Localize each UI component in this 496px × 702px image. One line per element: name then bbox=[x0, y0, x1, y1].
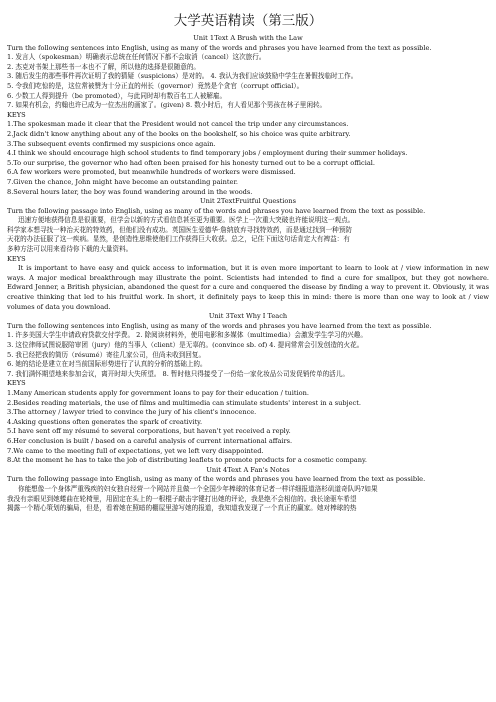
unit3-heading: Unit 3Text Why I Teach bbox=[208, 312, 288, 321]
unit3-key: 1.Many American students apply for government loans to pay for their education / tuition. bbox=[7, 388, 309, 397]
unit1-key: 8.Several hours later, the boy was found wandering around in the woods. bbox=[7, 187, 253, 196]
unit1-item: 1. 发言人（spokesman）明确表示总统在任何情况下都不会取消（cancel）这次旅行。 bbox=[7, 53, 266, 62]
unit1-key: 5.To our surprise, the governor who had often been praised for his honesty turned out to be a corrupt official. bbox=[7, 158, 375, 167]
unit1-key: 1.The spokesman made it clear that the President would not cancel the trip under any circumstances. bbox=[7, 120, 349, 129]
unit4-heading: Unit 4Text A Fan's Notes bbox=[206, 465, 290, 474]
unit1-key: 6.A few workers were promoted, but meanwhile hundreds of workers were dismissed. bbox=[7, 168, 296, 177]
unit3-item: 7. 我们满怀期望地来参加会议，离开时却大失所望。 8. 暂时他只得接受了一份给一家化妆品公司发促销传单的活儿。 bbox=[7, 369, 349, 378]
unit3-key: 8.At the moment he has to take the job of distributing leaflets to promote products for a cosmetic company. bbox=[7, 456, 367, 465]
unit3-key: 2.Besides reading materials, the use of films and multimedia can stimulate students' interest in a subject. bbox=[7, 398, 361, 407]
unit3-key: 5.I have sent off my résumé to several corporations, but haven't yet received a reply. bbox=[7, 427, 291, 436]
unit1-item: 6. 少数工人得到提升（be promoted），与此同时却有数百名工人被解雇。 bbox=[7, 91, 227, 100]
unit2-answer: It is important to have easy and quick access to information, but it is even more important to learn to look at / view information in new ways. A major medical breakthrough may illustrate the point. Scientists had intended to find a cure for smallpox, but they got nowhere. Edward Jenner, a British physician, abandoned the quest for a cure and conquered the disease by finding a way to prevent it. Obviously, it was creative thinking that led to his fruitful work. In short, it definitely pays to keep this in mind: there is more than one way to look at / view volumes of data you download. bbox=[7, 264, 489, 311]
unit1-item: 3. 随后发生的那些事件再次证明了我的猜疑（suspicions）是对的。 4. 我认为我们应该鼓励中学生在暑假找临时工作。 bbox=[7, 72, 358, 81]
unit3-instruction: Turn the following sentences into English, using as many of the words and phrases you have learned from the text as possible. bbox=[7, 321, 432, 330]
unit4-passage-line: 你能想像一个身体严重残疾的妇女独自经营一个网站并且做一个全国少年棒球的体育记者一样详细报道洛杉矶道奇队吗?如果 bbox=[18, 484, 378, 493]
unit3-keys-label: KEYS bbox=[7, 379, 26, 388]
unit3-item: 3. 这位律师试图说服陪审团（jury）他的当事人（client）是无辜的。(convince sb. of) 4. 提问常常会引发创造的火花。 bbox=[7, 341, 364, 349]
unit4-instruction: Turn the following passage into English, using as many of the words and phrases you have learned from the text as possible. bbox=[7, 475, 426, 484]
unit1-item: 5. 令我们吃惊的是，这位常被赞为十分正直的州长（governor）竟然是个贪官（corrupt official）。 bbox=[7, 81, 304, 90]
unit3-key: 3.The attorney / lawyer tried to convince the jury of his client's innocence. bbox=[7, 408, 257, 417]
unit2-keys-label: KEYS bbox=[7, 254, 26, 263]
unit1-item: 2. 杰克对书架上那些书一本也不了解，所以他的选择是很随意的。 bbox=[7, 62, 201, 71]
unit2-heading: Unit 2TextFruitful Questions bbox=[200, 197, 296, 206]
unit1-keys-label: KEYS bbox=[7, 110, 26, 119]
unit1-key: 4.I think we should encourage high school students to find temporary jobs / employment during their summer holidays. bbox=[7, 149, 408, 158]
unit3-item: 1. 许多美国大学生申请政府贷款交付学费。 2. 除阅读材料外，使用电影和多媒体（multimedia）会激发学生学习的兴趣。 bbox=[7, 331, 367, 340]
unit2-passage-line: 多种方法可以用来看待你下载的大量资料。 bbox=[7, 245, 133, 254]
unit4-passage-line: 我没有亲眼见到她蜷曲在轮椅里，用固定在头上的一根棍子敲击字键打出她的评论，我是绝不会相信的。我长途驱车希望 bbox=[7, 494, 357, 503]
unit1-key: 7.Given the chance, John might have become an outstanding painter. bbox=[7, 177, 238, 186]
unit1-instruction: Turn the following sentences into English, using as many of the words and phrases you have learned from the text as possible. bbox=[7, 43, 432, 52]
unit1-key: 2.Jack didn't know anything about any of the books on the bookshelf, so his choice was quite arbitrary. bbox=[7, 129, 351, 138]
unit1-key: 3.The subsequent events confirmed my suspicions once again. bbox=[7, 139, 216, 148]
unit2-passage-line: 天花的办法征服了这一疾病。显然，是创造性思维使他们工作获得巨大收获。总之，记住下面这句话肯定大有裨益：有 bbox=[7, 235, 350, 244]
unit2-instruction: Turn the following passage into English, using as many of the words and phrases you have learned from the text as possible. bbox=[7, 206, 426, 215]
unit3-item: 5. 我已经把我的简历（résumé）寄往几家公司，但尚未收到回复。 bbox=[7, 350, 206, 359]
unit3-key: 4.Asking questions often generates the spark of creativity. bbox=[7, 417, 203, 426]
unit4-passage-line: 揭露一个精心策划的骗局，但是，看着她在照暗的棚屋里游写她的报道，我知道我发现了一个真正的赢家。她对棒球的热 bbox=[7, 504, 357, 513]
unit3-key: 7.We came to the meeting full of expectations, yet we left very disappointed. bbox=[7, 446, 264, 455]
document-title: 大学英语精读（第三版） bbox=[173, 13, 323, 29]
unit1-item: 7. 如果有机会，约翰也许已成为一位杰出的画家了。(given) 8. 数小时后，有人看见那个男孩在林子里闲转。 bbox=[7, 101, 327, 110]
unit2-passage-line: 科学家本想寻找一种治天花的特效药，但他们没有成功。英国医生爱德华·詹纳放弃寻找特效药，而是通过找到一种预防 bbox=[7, 225, 352, 234]
unit3-item: 6. 她的结论是建立在对当前国际形势进行了认真的分析的基础上的。 bbox=[7, 360, 207, 369]
unit2-passage-line: 迅速方便地获得信息是很重要，但学会以新的方式看信息甚至更为重要。医学上一次重大突破也许能说明这一观点。 bbox=[18, 216, 355, 225]
unit1-heading: Unit 1Text A Brush with the Law bbox=[193, 34, 303, 42]
unit3-key: 6.Her conclusion is built / based on a careful analysis of current international affairs. bbox=[7, 436, 293, 445]
